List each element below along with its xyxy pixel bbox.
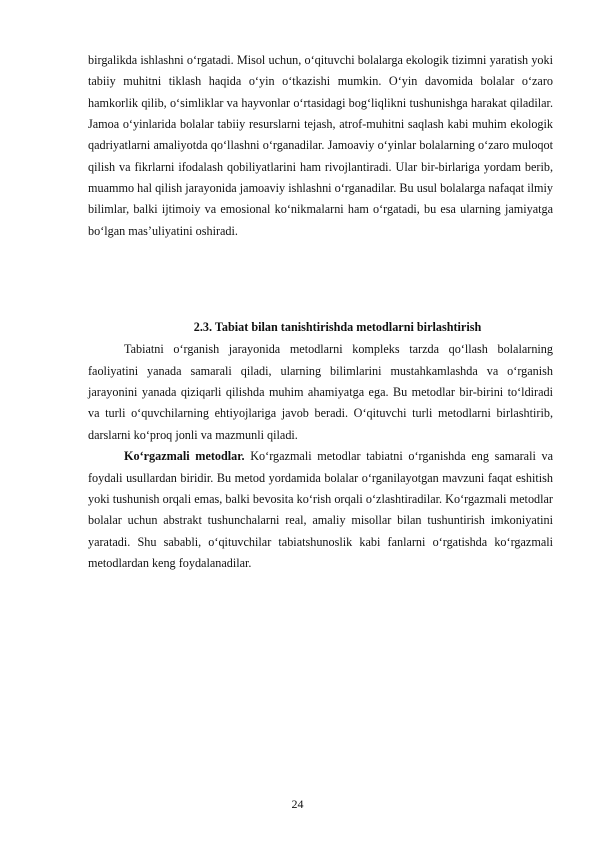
paragraph-visual-methods-text: Ko‘rgazmali metodlar tabiatni o‘rganishda eng samarali va foydali usullardan biridir. Bu metod yordamida bolalar o‘rganilayotgan mavzuni faqat eshitish yoki tushunish orqali emas, balki bevosita ko‘rish orqali o‘zlashtiradilar. Ko‘rgazmali metodlar bolalar uchun abstrakt tushunchalarni real, amaliy misollar bilan tushuntirish imkoniyatini yaratadi. Shu sababli, o‘qituvchilar tabiatshunoslik kabi fanlarni o‘rgatishda ko‘rgazmali metodlardan keng foydalanadilar. <box>88 449 553 570</box>
paragraph-visual-methods <box>88 446 553 574</box>
paragraph-continuation: birgalikda ishlashni o‘rgatadi. Misol uchun, o‘qituvchi bolalarga ekologik tizimni yaratish yoki tabiiy muhitni tiklash haqida o‘yin o‘tkazishi mumkin. O‘yin davomida bolalar o‘zaro hamkorlik qilib, o‘simliklar va hayvonlar o‘rtasidagi bog‘liqlikni tushunishga harakat qiladilar. Jamoa o‘yinlarida bolalar tabiiy resurslarni tejash, atrof-muhitni saqlash kabi muhim ekologik qadriyatlarni amaliyotda qo‘llashni o‘rganadilar. Jamoaviy o‘yinlar bolalarning o‘zaro muloqot qilish va fikrlarni ifodalash qobiliyatlarini ham rivojlantiradi. Ular bir-birlariga yordam berib, muammo hal qilish jarayonida jamoaviy ishlashni o‘rganadilar. Bu usul bolalarga nafaqat ilmiy bilimlar, balki ijtimoiy va emosional ko‘nikmalarni ham o‘rgatadi, bu esa ularning jamiyatga bo‘lgan mas’uliyatini oshiradi. <box>88 53 553 238</box>
section-spacer <box>88 242 553 317</box>
page-number: 24 <box>291 797 304 811</box>
paragraph-lead-term: Ko‘rgazmali metodlar. <box>124 449 245 464</box>
paragraph-methods-intro: Tabiatni o‘rganish jarayonida metodlarni kompleks tarzda qo‘llash bolalarning faoliyatini yanada samarali qiladi, ularning bilimlarini mustahkamlashda va o‘rganish jarayonini yanada qiziqarli qilishda muhim ahamiyatga ega. Bu metodlar bir-birini to‘ldiradi va turli o‘quvchilarning ehtiyojlariga javob beradi. O‘qituvchi turli metodlarni birlashtirib, darslarni ko‘proq jonli va mazmunli qiladi. <box>88 342 553 442</box>
section-heading: 2.3. Tabiat bilan tanishtirishda metodlarni birlashtirish <box>193 320 482 335</box>
page-body <box>88 50 553 574</box>
